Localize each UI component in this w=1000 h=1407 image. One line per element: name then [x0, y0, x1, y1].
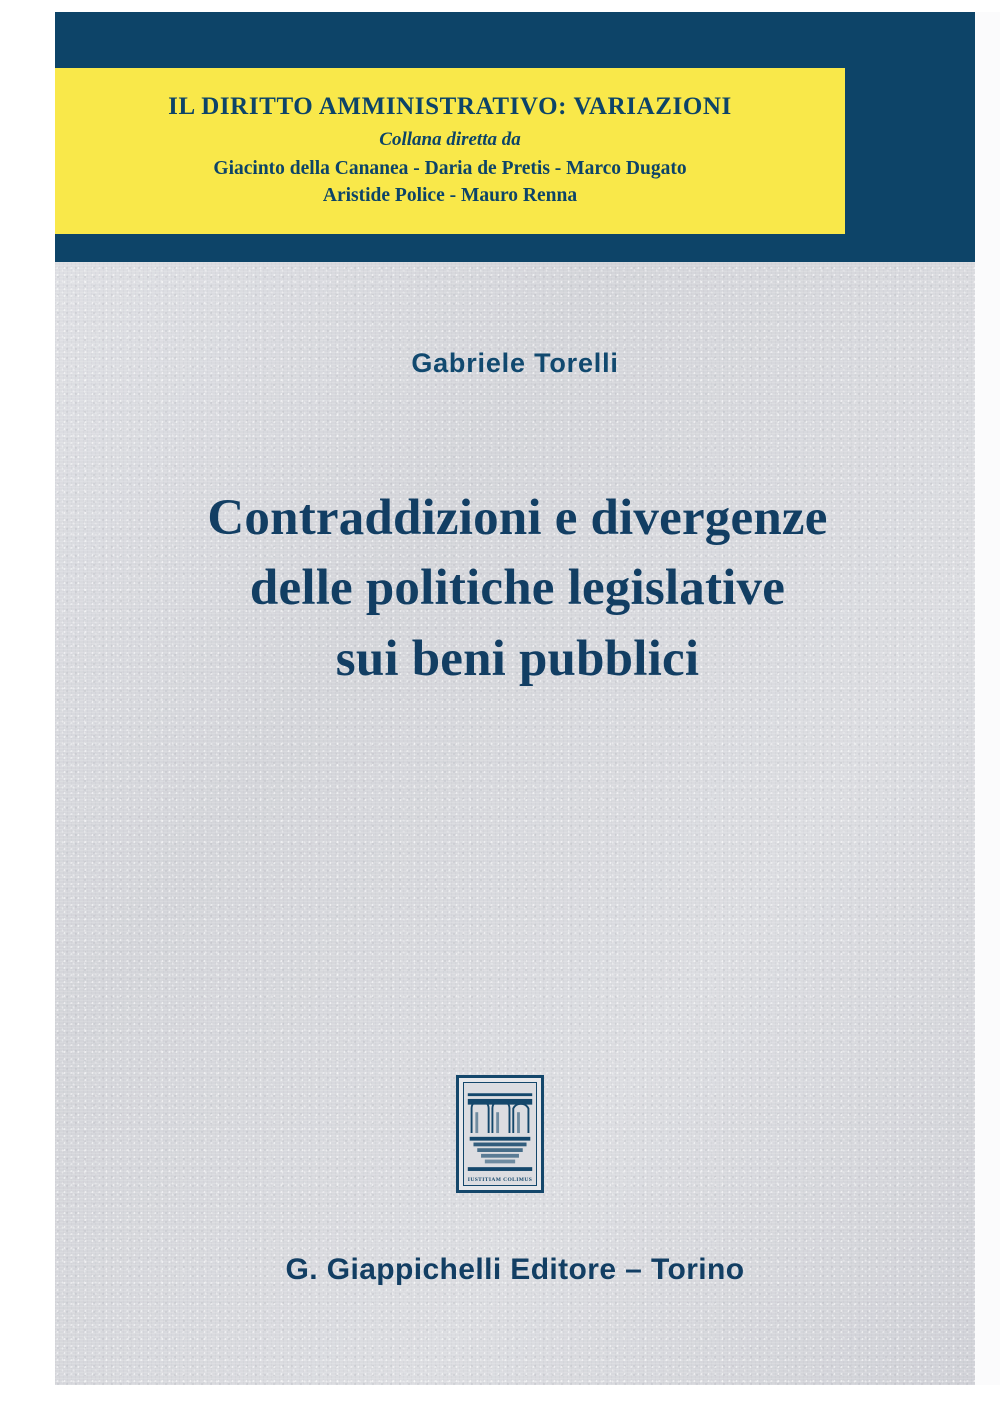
series-banner — [0, 68, 845, 234]
series-title: IL DIRITTO AMMINISTRATIVO: VARIAZIONI — [168, 93, 732, 121]
logo-motto: IUSTITIAM COLIMUS — [467, 1177, 533, 1183]
publisher-name: G. Giappichelli Editore – Torino — [285, 1253, 745, 1286]
left-page-margin — [0, 0, 55, 1407]
paper-texture — [55, 262, 975, 1385]
series-directed-by-label: Collana diretta da — [379, 129, 521, 151]
author-name: Gabriele Torelli — [411, 348, 619, 378]
series-editors-line-2: Aristide Police - Mauro Renna — [322, 184, 578, 206]
colonnade-icon — [464, 1083, 536, 1185]
book-title-line-3: sui beni pubblici — [335, 630, 700, 687]
book-title-line-2: delle politiche legislative — [249, 560, 786, 617]
top-page-margin — [0, 0, 1000, 12]
bottom-page-margin — [0, 1385, 1000, 1407]
book-title-line-1: Contraddizioni e divergenze — [207, 490, 828, 546]
book-title — [55, 483, 980, 694]
publisher-logo — [456, 1075, 544, 1193]
right-page-margin — [975, 0, 1000, 1407]
publisher-logo-frame — [463, 1082, 537, 1186]
series-editors-line-1: Giacinto della Cananea - Daria de Pretis - Marco Dugato — [213, 158, 687, 180]
